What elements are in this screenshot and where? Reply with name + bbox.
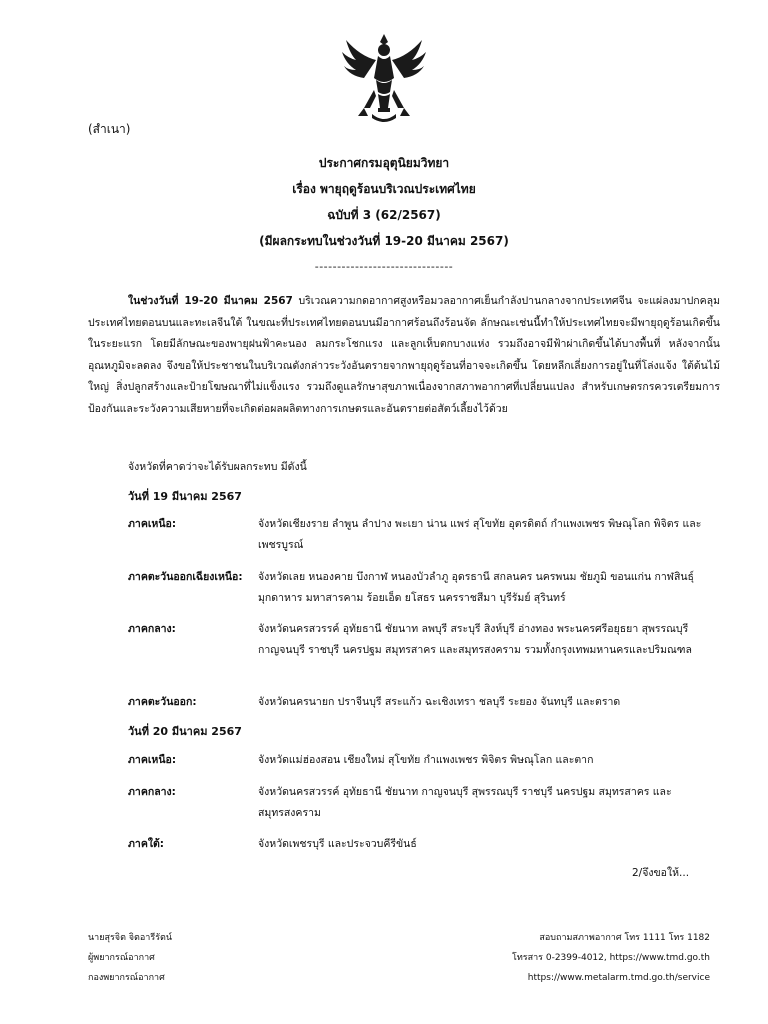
contact-service-link[interactable]: https://www.metalarm.tmd.go.th/service (527, 973, 710, 983)
region-label: ภาคกลาง: (128, 623, 176, 635)
forecaster-division: กองพยากรณ์อากาศ (88, 973, 165, 983)
footer-forecaster (88, 928, 172, 988)
intro-text: จังหวัดที่คาดว่าจะได้รับผลกระทบ มีดังนี้ (128, 461, 307, 473)
title-line-2: เรื่อง พายุฤดูร้อนบริเวณประเทศไทย (292, 182, 476, 196)
region-label: ภาคตะวันออกเฉียงเหนือ: (128, 571, 243, 583)
day-heading-2: วันที่ 20 มีนาคม 2567 (128, 725, 242, 738)
region-northeast-day1 (128, 567, 728, 611)
title-line-4: (มีผลกระทบในช่วงวันที่ 19-20 มีนาคม 2567) (259, 234, 509, 248)
continue-marker: 2/จึงขอให้... (632, 867, 690, 879)
paragraph-text: บริเวณความกดอากาศสูงหรือมวลอากาศเย็นกำลังปานกลางจากประเทศจีน จะแผ่ลงมาปกคลุมประเทศไทยตอนบนและทะเลจีนใต้ ในขณะที่ประเทศไทยตอนบนมีอากาศร้อนถึงร้อนจัด ลักษณะเช่นนี้ทำให้ประเทศไทยจะมีพายุฤดูร้อนเกิดขึ้นในระยะแรก โดยมีลักษณะของพายุฝนฟ้าคะนอง ลมกระโชกแรง และลูกเห็บตกบางแห่ง รวมถึงอาจมีฟ้าผ่าเกิดขึ้นได้บางพื้นที่ หลังจากนั้นอุณหภูมิจะลดลง จึงขอให้ประชาชนในบริเวณดังกล่าวระวังอันตรายจากพายุฤดูร้อนที่อาจจะเกิดขึ้น โดยหลีกเลี่ยงการอยู่ในที่โล่งแจ้ง ใต้ต้นไม้ใหญ่ สิ่งปลูกสร้างและป้ายโฆษณาที่ไม่แข็งแรง รวมถึงดูแลรักษาสุขภาพเนื่องจากสภาพอากาศที่เปลี่ยนแปลง สำหรับเกษตรกรควรเตรียมการป้องกันและระวังความเสียหายที่จะเกิดต่อผลผลิตทางการเกษตรและอันตรายต่อสัตว์เลี้ยงไว้ด้วย (88, 295, 720, 415)
region-provinces: จังหวัดเชียงราย ลำพูน ลำปาง พะเยา น่าน แพร่ สุโขทัย อุตรดิตถ์ กำแพงเพชร พิษณุโลก พิจิตร และเพชรบูรณ์ (258, 518, 702, 551)
region-label: ภาคเหนือ: (128, 754, 177, 766)
garuda-emblem-icon (338, 28, 430, 128)
region-central-day2 (128, 782, 728, 826)
region-north-day1 (128, 514, 728, 558)
region-provinces: จังหวัดแม่ฮ่องสอน เชียงใหม่ สุโขทัย กำแพงเพชร พิจิตร พิษณุโลก และตาก (258, 754, 594, 766)
separator: ------------------------------- (314, 260, 454, 273)
forecaster-title: ผู้พยากรณ์อากาศ (88, 953, 155, 963)
region-label: ภาคกลาง: (128, 786, 176, 798)
region-central-day1 (128, 619, 728, 683)
region-label: ภาคเหนือ: (128, 518, 177, 530)
region-label: ภาคใต้: (128, 838, 164, 850)
region-provinces: จังหวัดเพชรบุรี และประจวบคีรีขันธ์ (258, 838, 417, 850)
footer-contact (512, 928, 710, 988)
region-label: ภาคตะวันออก: (128, 696, 197, 708)
forecaster-name: นายสุรจิต จิตอารีรัตน์ (88, 933, 173, 943)
region-provinces: จังหวัดนครสวรรค์ อุทัยธานี ชัยนาท ลพบุรี สระบุรี สิงห์บุรี อ่างทอง พระนครศรีอยุธยา สุพรรณบุรี กาญจนบุรี ราชบุรี นครปฐม สมุทรสาคร และสมุทรสงคราม รวมทั้งกรุงเทพมหานครและปริมณฑล (258, 623, 692, 656)
copy-mark: (สำเนา) (88, 122, 131, 136)
body-paragraph (88, 291, 720, 420)
region-provinces: จังหวัดนครนายก ปราจีนบุรี สระแก้ว ฉะเชิงเทรา ชลบุรี ระยอง จันทบุรี และตราด (258, 696, 621, 708)
title-line-1: ประกาศกรมอุตุนิยมวิทยา (318, 156, 450, 170)
contact-fax-web: โทรสาร 0-2399-4012, https://www.tmd.go.th (512, 953, 710, 963)
region-south-day2 (128, 834, 728, 856)
region-provinces: จังหวัดนครสวรรค์ อุทัยธานี ชัยนาท กาญจนบุรี สุพรรณบุรี ราชบุรี นครปฐม สมุทรสาคร และสมุทรสงคราม (258, 786, 672, 819)
region-east-day1 (128, 692, 728, 714)
contact-phone: สอบถามสภาพอากาศ โทร 1111 โทร 1182 (539, 933, 710, 943)
day-heading-1: วันที่ 19 มีนาคม 2567 (128, 490, 242, 503)
region-north-day2 (128, 750, 728, 772)
region-provinces: จังหวัดเลย หนองคาย บึงกาฬ หนองบัวลำภู อุดรธานี สกลนคร นครพนม ชัยภูมิ ขอนแก่น กาฬสินธุ์ มุกดาหาร มหาสารคาม ร้อยเอ็ด ยโสธร นครราชสีมา บุรีรัมย์ สุรินทร์ (258, 571, 694, 604)
announcement-title (0, 150, 768, 254)
title-line-3: ฉบับที่ 3 (62/2567) (327, 208, 441, 222)
lead-text: ในช่วงวันที่ 19-20 มีนาคม 2567 (128, 295, 293, 307)
